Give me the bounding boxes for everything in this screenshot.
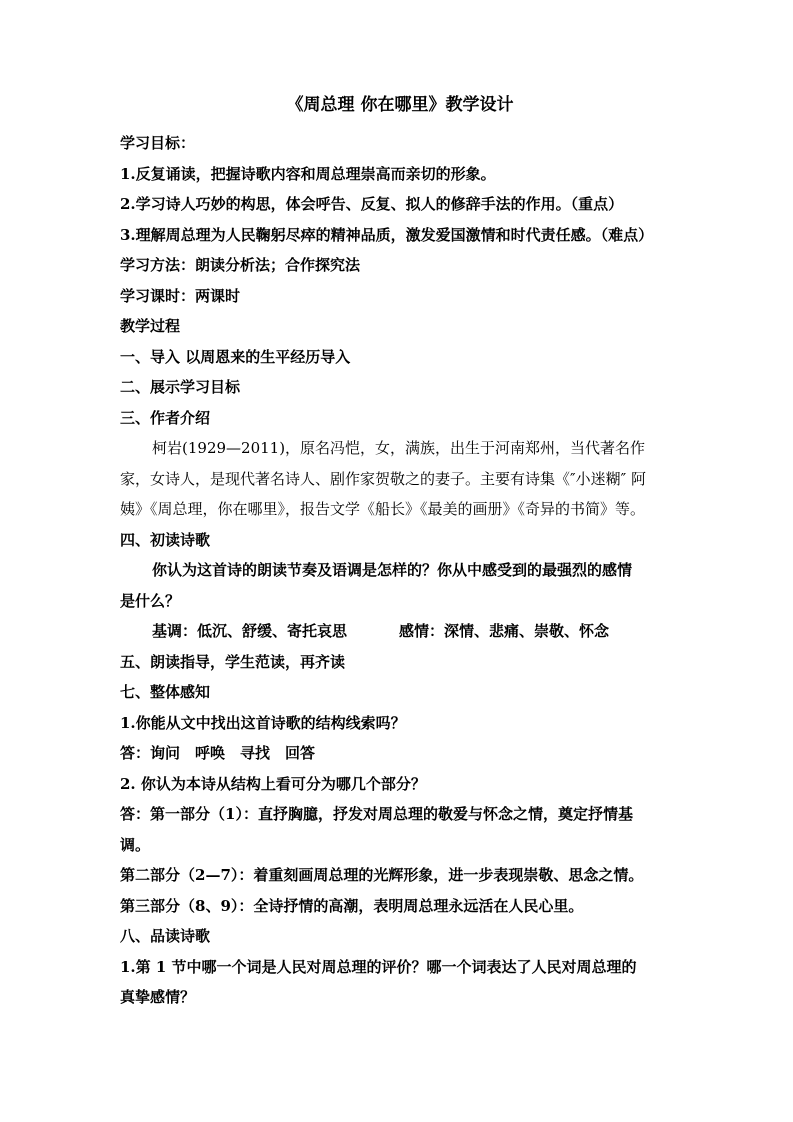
question-parts: 2. 你认为本诗从结构上看可分为哪几个部分？ bbox=[120, 774, 426, 793]
section-2-heading: 二、展示学习目标 bbox=[120, 378, 241, 396]
answer-part-1-line-2: 调。 bbox=[120, 835, 151, 854]
question-evaluation-line-1: 1.第 1 节中哪一个词是人民对周总理的评价？哪一个词表达了人民对周总理的 bbox=[120, 957, 637, 976]
section-7-heading: 七、整体感知 bbox=[120, 683, 211, 701]
author-intro-line-2: 家，女诗人，是现代著名诗人、剧作家贺敬之的妻子。主要有诗集《″小迷糊″ 阿 bbox=[120, 469, 646, 488]
document-title: 《周总理 你在哪里》教学设计 bbox=[286, 95, 514, 115]
goal-3: 3.理解周总理为人民鞠躬尽瘁的精神品质，激发爱国激情和时代责任感。（难点） bbox=[120, 225, 654, 244]
section-5-heading: 五、朗读指导，学生范读，再齐读 bbox=[120, 652, 346, 671]
answer-part-1-line-1: 答：第一部分（1）：直抒胸臆，抒发对周总理的敬爱与怀念之情，奠定抒情基 bbox=[120, 805, 633, 823]
class-hours: 学习课时：两课时 bbox=[120, 286, 241, 305]
question-evaluation-line-2: 真挚感情？ bbox=[120, 988, 196, 1006]
question-structure-clue: 1.你能从文中找出这首诗歌的结构线索吗？ bbox=[120, 713, 406, 732]
document-page bbox=[120, 90, 680, 1013]
goal-1: 1.反复诵读，把握诗歌内容和周总理崇高而亲切的形象。 bbox=[120, 164, 496, 183]
section-3-heading: 三、作者介绍 bbox=[120, 408, 211, 427]
section-4-heading: 四、初读诗歌 bbox=[120, 530, 211, 549]
section-1-heading: 一、导入 以周恩来的生平经历导入 bbox=[120, 347, 351, 366]
answer-part-2: 第二部分（2—7）：着重刻画周总理的光辉形象，进一步表现崇敬、思念之情。 bbox=[120, 866, 644, 884]
section-8-heading: 八、品读诗歌 bbox=[120, 927, 211, 945]
question-rhythm-line-1: 你认为这首诗的朗读节奏及语调是怎样的？你从中感受到的最强烈的感情 bbox=[152, 561, 633, 579]
learning-method: 学习方法：朗读分析法；合作探究法 bbox=[120, 256, 361, 274]
tone-text: 基调：低沉、舒缓、寄托哀思 bbox=[152, 622, 348, 640]
author-intro-line-1: 柯岩(1929—2011)，原名冯恺，女，满族，出生于河南郑州，当代著名作 bbox=[152, 439, 646, 457]
author-intro-line-3: 姨》《周总理，你在哪里》，报告文学《船长》《最美的画册》《奇异的书简》等。 bbox=[120, 500, 646, 518]
learning-goals-heading: 学习目标： bbox=[120, 134, 196, 152]
tone-emotion-line bbox=[120, 616, 680, 647]
teaching-process-heading: 教学过程 bbox=[120, 317, 181, 335]
answer-part-3: 第三部分（8、9）：全诗抒情的高潮，表明周总理永远活在人民心里。 bbox=[120, 896, 584, 915]
question-rhythm-line-2: 是什么？ bbox=[120, 591, 181, 610]
answer-structure-clue: 答：询问 呼唤 寻找 回答 bbox=[120, 744, 316, 762]
emotion-text: 感情：深情、悲痛、崇敬、怀念 bbox=[399, 622, 610, 640]
goal-2: 2.学习诗人巧妙的构思，体会呼告、反复、拟人的修辞手法的作用。（重点） bbox=[120, 195, 624, 213]
